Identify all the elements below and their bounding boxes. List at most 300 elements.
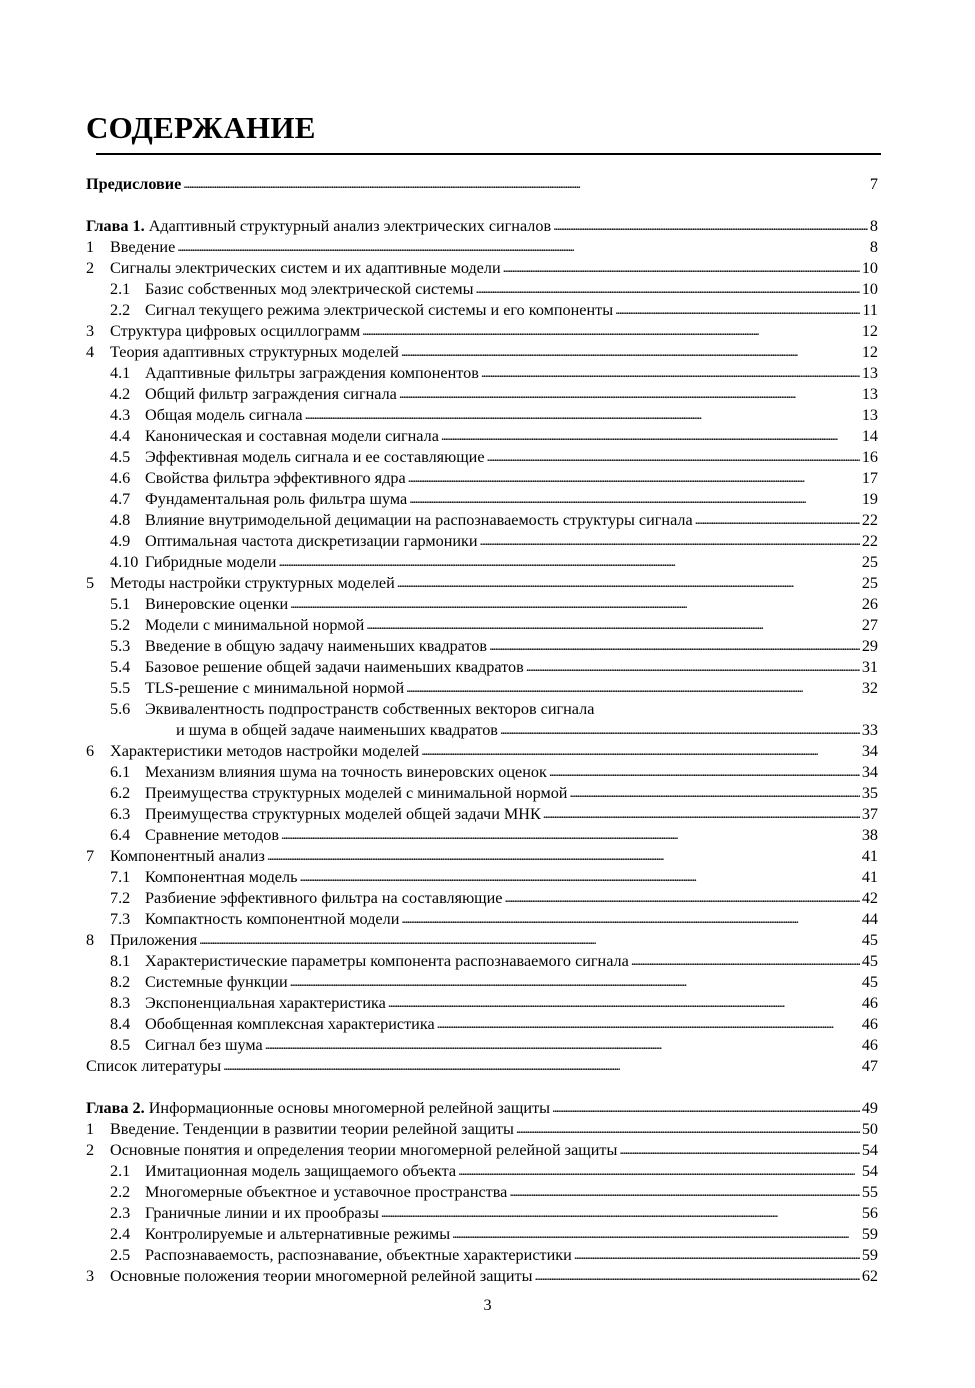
dot-leader: [543, 804, 860, 825]
toc-entry[interactable]: [0, 468, 975, 489]
toc-entry[interactable]: [0, 741, 975, 762]
dot-leader: [199, 930, 860, 951]
dot-leader: [476, 279, 860, 300]
toc-entry-label: Экспоненциальная характеристика: [145, 994, 386, 1012]
toc-entry-page: 49: [861, 1099, 878, 1117]
toc-entry-label: Эффективная модель сигнала и ее составляющие: [145, 448, 485, 466]
toc-entry-title: [176, 720, 498, 741]
toc-entry[interactable]: [0, 342, 975, 363]
toc-entry-title: [145, 1224, 450, 1245]
toc-entry-line: [110, 321, 878, 343]
toc-entry-title: [145, 762, 547, 783]
toc-entry[interactable]: [0, 405, 975, 426]
toc-entry-line: [110, 237, 878, 259]
toc-entry-number: 7.2: [110, 889, 131, 907]
dot-leader: [409, 489, 860, 510]
dot-leader: [290, 594, 860, 615]
toc-entry-title: [145, 384, 397, 405]
toc-entry-line: [145, 888, 878, 910]
dot-leader: [535, 1266, 860, 1287]
toc-entry-page: 59: [861, 1246, 878, 1264]
toc-entry[interactable]: [0, 657, 975, 678]
toc-entry-number: 2.2: [110, 301, 131, 319]
toc-entry-number: 4.8: [110, 511, 131, 529]
dot-leader: [480, 531, 860, 552]
toc-entry-page: 32: [861, 679, 878, 697]
toc-entry-number: 7.1: [110, 868, 131, 886]
toc-entry-line: [145, 825, 878, 847]
toc-entry-line: [145, 699, 594, 720]
toc-entry[interactable]: [0, 888, 975, 909]
toc-entry[interactable]: [0, 1119, 975, 1140]
toc-entry-page: 29: [861, 637, 878, 655]
dot-leader: [265, 1035, 860, 1056]
dot-leader: [695, 510, 860, 531]
toc-entry-label: Преимущества структурных моделей с минимальной нормой: [145, 784, 568, 802]
toc-entry-label: Винеровские оценки: [145, 595, 289, 613]
toc-entry-number: 8.5: [110, 1036, 131, 1054]
toc-entry-line: [145, 636, 878, 658]
toc-entry-label: Базис собственных мод электрической системы: [145, 280, 474, 298]
toc-entry-line: [110, 846, 878, 868]
toc-entry[interactable]: [0, 531, 975, 552]
toc-entry-line: [86, 1098, 878, 1120]
toc-entry[interactable]: [0, 804, 975, 825]
toc-entry-number: 2.1: [110, 1162, 131, 1180]
toc-entry-title: [145, 783, 567, 804]
toc-entry-page: 10: [861, 280, 878, 298]
toc-entry-label: Эквивалентность подпространств собственных векторов сигнала: [145, 700, 595, 718]
toc-entry-title: [110, 1266, 533, 1287]
toc-entry-title: [145, 615, 364, 636]
dot-leader: [362, 321, 860, 342]
toc-entry-number: 5.4: [110, 658, 131, 676]
toc-entry-label: Механизм влияния шума на точность винеровских оценок: [145, 763, 547, 781]
dot-leader: [458, 1161, 860, 1182]
toc-entry[interactable]: [0, 552, 975, 573]
toc-entry-label: Компактность компонентной модели: [145, 910, 400, 928]
toc-entry[interactable]: [0, 930, 975, 951]
toc-entry-title: [145, 804, 541, 825]
title-underline: [96, 153, 881, 155]
toc-entry-line: [86, 1056, 878, 1078]
toc-entry-page: 22: [861, 511, 878, 529]
toc-entry-number: 4: [86, 343, 95, 361]
toc-entry-title: [145, 447, 485, 468]
toc-entry-line: [145, 657, 878, 679]
toc-entry-label: Список литературы: [86, 1057, 222, 1075]
toc-entry-page: 25: [861, 574, 878, 592]
toc-entry-label: Адаптивный структурный анализ электрических сигналов: [144, 217, 552, 235]
toc-entry[interactable]: [0, 1035, 975, 1056]
toc-entry-page: 50: [861, 1120, 878, 1138]
toc-entry-title: [145, 363, 479, 384]
toc-entry-label: Структура цифровых осциллограмм: [110, 322, 361, 340]
dot-leader: [290, 972, 860, 993]
toc-entry-number: 2.2: [110, 1183, 131, 1201]
toc-entry-page: 11: [862, 301, 878, 319]
toc-entry[interactable]: [0, 783, 975, 804]
toc-entry-title: [110, 258, 501, 279]
toc-entry[interactable]: [0, 321, 975, 342]
dot-leader: [437, 1014, 860, 1035]
toc-entry-number: 2.1: [110, 280, 131, 298]
toc-entry-line: [145, 615, 878, 637]
toc-entry[interactable]: [0, 1140, 975, 1161]
toc-entry-page: 27: [861, 616, 878, 634]
toc-entry-title: [145, 510, 693, 531]
toc-entry-title: [110, 846, 265, 867]
dot-leader: [526, 657, 860, 678]
toc-entry-title: [145, 405, 303, 426]
toc-entry-label: Влияние внутримодельной децимации на распознаваемость структуры сигнала: [145, 511, 693, 529]
toc-entry-page: 26: [861, 595, 878, 613]
toc-entry-line: [110, 930, 878, 952]
toc-entry-title: [145, 888, 502, 909]
table-of-contents: [0, 174, 975, 1287]
toc-entry-number: 8.1: [110, 952, 131, 970]
dot-leader: [569, 783, 859, 804]
toc-entry[interactable]: [0, 699, 975, 720]
toc-entry-label: Модели с минимальной нормой: [145, 616, 365, 634]
toc-entry-bold-prefix: Глава 2.: [86, 1099, 145, 1117]
toc-entry-line: [145, 951, 878, 973]
dot-leader: [183, 174, 868, 195]
toc-entry-page: 54: [861, 1141, 878, 1159]
toc-entry-page: 14: [861, 427, 878, 445]
toc-entry-label: Компонентная модель: [145, 868, 298, 886]
toc-entry-label: Методы настройки структурных моделей: [110, 574, 395, 592]
toc-entry-line: [145, 1245, 878, 1267]
toc-entry-line: [176, 720, 878, 742]
toc-entry-line: [145, 867, 878, 889]
toc-entry[interactable]: [0, 636, 975, 657]
toc-entry[interactable]: [0, 174, 975, 195]
toc-entry[interactable]: [0, 972, 975, 993]
toc-entry[interactable]: [0, 762, 975, 783]
dot-leader: [281, 825, 860, 846]
toc-entry-page: 37: [861, 805, 878, 823]
toc-entry-line: [145, 1182, 878, 1204]
dot-leader: [223, 1056, 860, 1077]
dot-leader: [441, 426, 860, 447]
toc-entry-line: [110, 573, 878, 595]
toc-entry-line: [145, 993, 878, 1015]
toc-entry-page: 35: [861, 784, 878, 802]
toc-entry-number: 2: [86, 259, 95, 277]
toc-entry[interactable]: [0, 447, 975, 468]
toc-entry-number: 6.3: [110, 805, 131, 823]
toc-entry[interactable]: [0, 426, 975, 447]
toc-entry-line: [145, 678, 878, 700]
toc-entry-number: 4.2: [110, 385, 131, 403]
toc-entry-line: [145, 762, 878, 784]
toc-entry-title: [145, 1035, 263, 1056]
toc-entry-number: 1: [86, 238, 95, 256]
toc-entry-number: 8.4: [110, 1015, 131, 1033]
toc-entry-title: [86, 1056, 221, 1077]
toc-entry-label: Сигналы электрических систем и их адаптивные модели: [110, 259, 501, 277]
toc-entry[interactable]: [0, 909, 975, 930]
toc-entry-page: 13: [861, 406, 878, 424]
dot-leader: [278, 552, 859, 573]
toc-entry-label: Компонентный анализ: [110, 847, 265, 865]
page-number: 3: [483, 1296, 492, 1314]
toc-entry-number: 4.6: [110, 469, 131, 487]
toc-entry-number: 2.3: [110, 1204, 131, 1222]
toc-entry-number: 4.3: [110, 406, 131, 424]
dot-leader: [366, 615, 860, 636]
toc-entry-bold-prefix: Предисловие: [86, 175, 182, 193]
toc-entry-title: [145, 279, 474, 300]
dot-leader: [574, 1245, 860, 1266]
toc-entry-page: 41: [861, 868, 878, 886]
toc-entry-line: [145, 447, 878, 469]
toc-entry-line: [110, 1140, 878, 1162]
dot-leader: [401, 342, 860, 363]
toc-entry-line: [145, 1224, 878, 1246]
toc-entry-page: 55: [861, 1183, 878, 1201]
toc-entry-page: 54: [861, 1162, 878, 1180]
dot-leader: [299, 867, 859, 888]
toc-entry-line: [145, 909, 878, 931]
dot-leader: [504, 888, 859, 909]
toc-entry-label: Теория адаптивных структурных моделей: [110, 343, 399, 361]
toc-entry-number: 8.3: [110, 994, 131, 1012]
toc-entry-line: [145, 972, 878, 994]
toc-entry-title: [145, 636, 487, 657]
toc-entry-label: Системные функции: [145, 973, 288, 991]
toc-entry-title: [145, 678, 404, 699]
toc-entry-bold-prefix: Глава 1.: [86, 217, 145, 235]
toc-entry[interactable]: [0, 1203, 975, 1224]
toc-entry-title: [110, 930, 197, 951]
toc-entry-title: [145, 993, 386, 1014]
toc-entry-title: [110, 1140, 617, 1161]
toc-entry-label: Информационные основы многомерной релейной защиты: [144, 1099, 551, 1117]
dot-leader: [399, 384, 860, 405]
toc-entry-label: Сигнал текущего режима электрической системы и его компоненты: [145, 301, 614, 319]
toc-entry-title: [145, 300, 613, 321]
toc-entry-number: 4.10: [110, 553, 139, 571]
toc-entry-title: [145, 699, 594, 720]
toc-entry[interactable]: [0, 363, 975, 384]
dot-leader: [549, 762, 860, 783]
toc-entry-number: 6.1: [110, 763, 131, 781]
toc-entry-title: [145, 972, 288, 993]
dot-leader: [177, 237, 868, 258]
toc-entry-line: [145, 594, 878, 616]
toc-entry-page: 25: [861, 553, 878, 571]
toc-entry[interactable]: [0, 615, 975, 636]
toc-entry-line: [145, 363, 878, 385]
toc-entry-title: [145, 1161, 456, 1182]
toc-entry-page: 7: [869, 175, 878, 193]
toc-entry-title: [145, 1203, 379, 1224]
toc-entry-page: 8: [869, 217, 878, 235]
toc-entry-number: 1: [86, 1120, 95, 1138]
dot-leader: [408, 468, 860, 489]
toc-entry-label: Приложения: [110, 931, 198, 949]
toc-entry[interactable]: [0, 1266, 975, 1287]
toc-entry-page: 22: [861, 532, 878, 550]
toc-entry-label: Гибридные модели: [145, 553, 277, 571]
toc-entry[interactable]: [0, 678, 975, 699]
toc-entry-number: 6.4: [110, 826, 131, 844]
toc-entry-title: [145, 489, 407, 510]
toc-entry-label: Адаптивные фильтры заграждения компонентов: [145, 364, 479, 382]
toc-entry-number: 6.2: [110, 784, 131, 802]
toc-entry-number: 7: [86, 847, 95, 865]
toc-entry-label: Сигнал без шума: [145, 1036, 263, 1054]
toc-entry-title: [145, 909, 399, 930]
toc-entry-page: 34: [861, 742, 878, 760]
toc-entry-page: 34: [861, 763, 878, 781]
toc-entry-page: 45: [861, 952, 878, 970]
toc-entry[interactable]: [0, 279, 975, 300]
dot-leader: [552, 1098, 860, 1119]
toc-entry-page: 12: [861, 322, 878, 340]
toc-entry[interactable]: [0, 867, 975, 888]
toc-entry-line: [145, 279, 878, 301]
toc-entry[interactable]: [0, 510, 975, 531]
toc-entry-label: Обобщенная комплексная характеристика: [145, 1015, 435, 1033]
toc-entry-page: 46: [861, 1015, 878, 1033]
toc-entry-line: [110, 1119, 878, 1141]
dot-leader: [500, 720, 860, 741]
toc-entry-title: [86, 216, 551, 237]
toc-entry-number: 6: [86, 742, 95, 760]
toc-entry[interactable]: [0, 993, 975, 1014]
toc-entry[interactable]: [0, 1245, 975, 1266]
dot-leader: [305, 405, 860, 426]
toc-entry-label: TLS-решение с минимальной нормой: [145, 679, 405, 697]
toc-entry-page: 59: [861, 1225, 878, 1243]
dot-leader: [388, 993, 860, 1014]
toc-entry-title: [145, 867, 297, 888]
toc-entry-number: 8: [86, 931, 95, 949]
toc-entry-label: Распознаваемость, распознавание, объектные характеристики: [145, 1246, 572, 1264]
toc-entry-number: 8.2: [110, 973, 131, 991]
toc-entry-title: [145, 468, 406, 489]
dot-leader: [516, 1119, 860, 1140]
toc-entry-page: 31: [861, 658, 878, 676]
toc-entry-title: [110, 1119, 514, 1140]
toc-entry-page: 8: [869, 238, 878, 256]
toc-entry-label: Преимущества структурных моделей общей задачи МНК: [145, 805, 541, 823]
toc-entry-title: [86, 1098, 550, 1119]
toc-entry[interactable]: [0, 951, 975, 972]
toc-entry-page: 16: [861, 448, 878, 466]
toc-entry[interactable]: [0, 1098, 975, 1119]
toc-entry[interactable]: [0, 1224, 975, 1245]
toc-entry-label: Общая модель сигнала: [145, 406, 303, 424]
toc-entry[interactable]: [0, 594, 975, 615]
toc-entry-number: 4.9: [110, 532, 131, 550]
toc-entry-page: 17: [861, 469, 878, 487]
toc-entry[interactable]: [0, 825, 975, 846]
toc-entry[interactable]: [0, 489, 975, 510]
toc-entry-line: [110, 1266, 878, 1288]
toc-entry-number: 4.7: [110, 490, 131, 508]
toc-entry-title: [110, 573, 395, 594]
toc-entry-page: 38: [861, 826, 878, 844]
toc-entry-label: Фундаментальная роль фильтра шума: [145, 490, 408, 508]
dot-leader: [509, 1182, 859, 1203]
toc-entry-title: [145, 825, 279, 846]
toc-entry-label: Граничные линии и их прообразы: [145, 1204, 379, 1222]
toc-entry-title: [145, 426, 439, 447]
toc-entry-page: 46: [861, 1036, 878, 1054]
toc-entry[interactable]: [0, 1056, 975, 1077]
toc-entry[interactable]: [0, 720, 975, 741]
toc-entry-label: Характеристические параметры компонента распознаваемого сигнала: [145, 952, 629, 970]
toc-entry-title: [86, 174, 181, 195]
toc-entry-page: 46: [861, 994, 878, 1012]
toc-entry-number: 3: [86, 322, 95, 340]
toc-entry-line: [110, 258, 878, 280]
toc-entry[interactable]: [0, 1161, 975, 1182]
toc-entry[interactable]: [0, 1182, 975, 1203]
toc-entry[interactable]: [0, 237, 975, 258]
toc-entry-label: Введение. Тенденции в развитии теории релейной защиты: [110, 1120, 514, 1138]
toc-entry-number: 5.2: [110, 616, 131, 634]
toc-entry-number: 4.1: [110, 364, 131, 382]
toc-entry-title: [145, 1014, 435, 1035]
toc-entry-label: Сравнение методов: [145, 826, 280, 844]
page-title: СОДЕРЖАНИЕ: [86, 110, 316, 145]
toc-entry-line: [145, 1035, 878, 1057]
toc-entry[interactable]: [0, 216, 975, 237]
toc-entry-title: [110, 342, 399, 363]
toc-entry-label: Основные положения теории многомерной релейной защиты: [110, 1267, 533, 1285]
dot-leader: [401, 909, 859, 930]
toc-entry-line: [145, 1014, 878, 1036]
toc-entry-line: [145, 510, 878, 532]
toc-entry-label: Оптимальная частота дискретизации гармоники: [145, 532, 478, 550]
toc-entry-label: Введение в общую задачу наименьших квадратов: [145, 637, 488, 655]
toc-entry-title: [145, 951, 629, 972]
toc-entry-line: [86, 174, 878, 196]
toc-entry-line: [145, 783, 878, 805]
toc-entry-page: 10: [861, 259, 878, 277]
toc-entry[interactable]: [0, 573, 975, 594]
dot-leader: [553, 216, 868, 237]
toc-entry-page: 13: [861, 385, 878, 403]
dot-leader: [381, 1203, 860, 1224]
toc-entry-title: [145, 657, 524, 678]
toc-entry-number: 5.6: [110, 700, 131, 718]
dot-leader: [406, 678, 860, 699]
toc-entry[interactable]: [0, 300, 975, 321]
toc-entry-number: 4.4: [110, 427, 131, 445]
toc-entry-label: Общий фильтр заграждения сигнала: [145, 385, 397, 403]
toc-entry-title: [110, 321, 360, 342]
toc-entry-number: 2.4: [110, 1225, 131, 1243]
toc-entry[interactable]: [0, 846, 975, 867]
toc-entry-title: [110, 741, 419, 762]
toc-entry-label: Многомерные объектное и уставочное пространства: [145, 1183, 508, 1201]
toc-entry-line: [145, 426, 878, 448]
toc-entry-title: [145, 1182, 507, 1203]
toc-entry-line: [145, 300, 878, 322]
toc-entry[interactable]: [0, 258, 975, 279]
toc-entry-line: [110, 741, 878, 763]
toc-entry[interactable]: [0, 1014, 975, 1035]
toc-entry-number: 7.3: [110, 910, 131, 928]
toc-entry-title: [145, 552, 276, 573]
toc-entry[interactable]: [0, 384, 975, 405]
